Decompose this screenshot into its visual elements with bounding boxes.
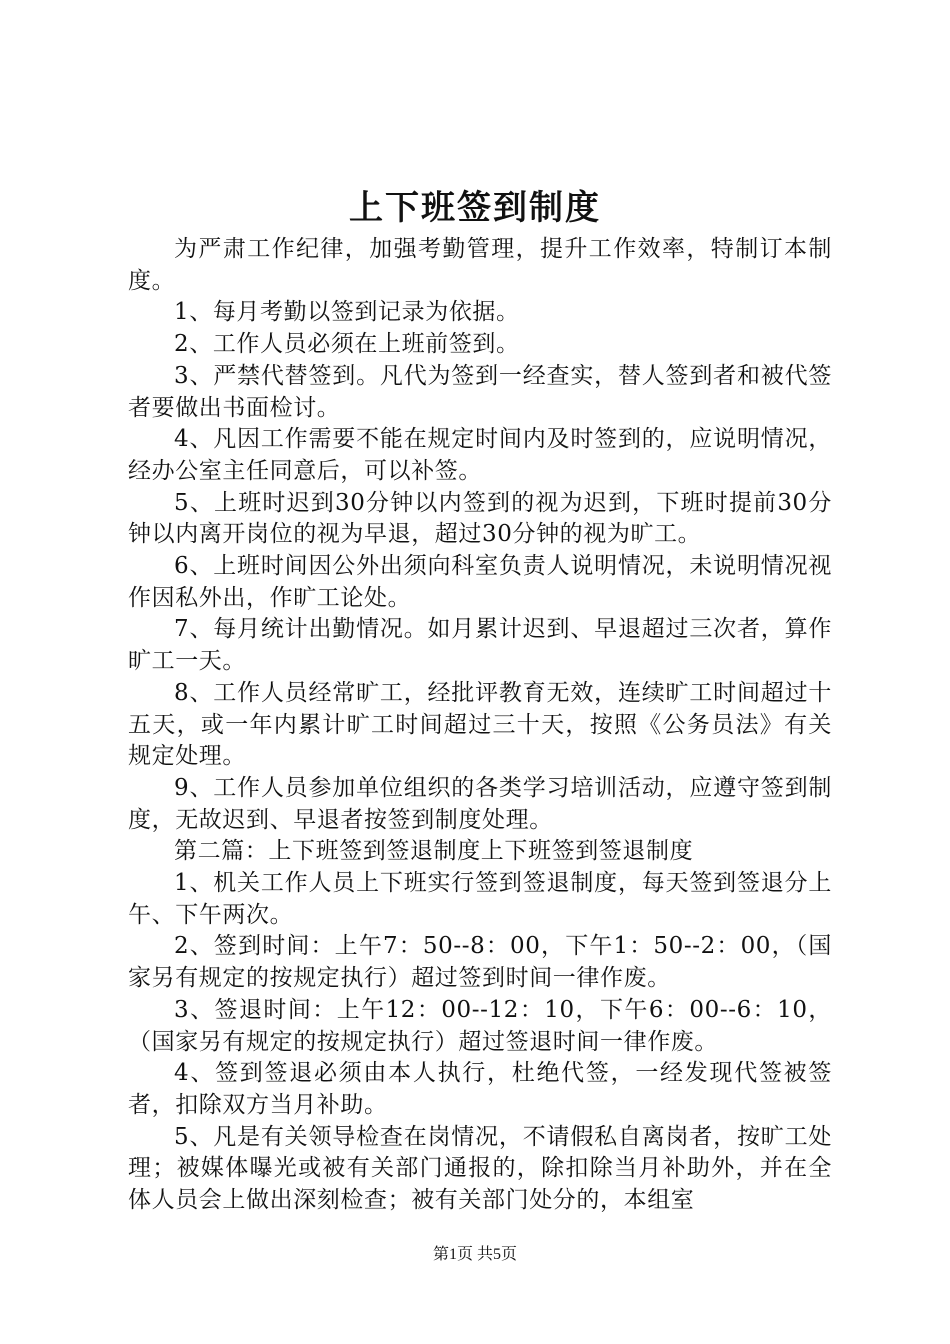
paragraph-item-5: 5、上班时迟到30分钟以内签到的视为迟到，下班时提前30分钟以内离开岗位的视为早退，超过30分钟的视为旷工。 — [128, 489, 832, 548]
paragraph-part2-item-1: 1、机关工作人员上下班实行签到签退制度，每天签到签退分上午、下午两次。 — [128, 870, 832, 928]
paragraph-item-3: 3、严禁代替签到。凡代为签到一经查实，替人签到者和被代签者要做出书面检讨。 — [128, 362, 832, 421]
paragraph-item-9: 9、工作人员参加单位组织的各类学习培训活动，应遵守签到制度，无故迟到、早退者按签到制度处理。 — [128, 774, 832, 833]
paragraph-part2-item-4: 4、签到签退必须由本人执行，杜绝代签，一经发现代签被签者，扣除双方当月补助。 — [128, 1060, 832, 1118]
section-heading-part-two: 第二篇：上下班签到签退制度上下班签到签退制度 — [174, 838, 694, 865]
paragraph-item-4: 4、凡因工作需要不能在规定时间内及时签到的，应说明情况，经办公室主任同意后，可以补签。 — [128, 426, 832, 484]
paragraph-item-6: 6、上班时间因公外出须向科室负责人说明情况，未说明情况视作因私外出，作旷工论处。 — [128, 553, 832, 611]
paragraph-item-1: 1、每月考勤以签到记录为依据。 — [174, 299, 520, 326]
paragraph-part2-item-2: 2、签到时间：上午7：50--8：00，下午1：50--2：00，（国家另有规定的按规定执行）超过签到时间一律作废。 — [128, 933, 832, 992]
paragraph-item-8: 8、工作人员经常旷工，经批评教育无效，连续旷工时间超过十五天，或一年内累计旷工时间超过三十天，按照《公务员法》有关规定处理。 — [128, 679, 832, 770]
document-title: 上下班签到制度 — [349, 188, 601, 228]
paragraph-item-7: 7、每月统计出勤情况。如月累计迟到、早退超过三次者，算作旷工一天。 — [128, 616, 832, 675]
document-body — [128, 234, 832, 1217]
paragraph-item-2: 2、工作人员必须在上班前签到。 — [174, 331, 520, 358]
paragraph-intro: 为严肃工作纪律，加强考勤管理，提升工作效率，特制订本制度。 — [128, 236, 832, 294]
page-footer: 第1页 共5页 — [432, 1246, 517, 1263]
paragraph-part2-item-3: 3、签退时间：上午12：00--12：10，下午6：00--6：10，（国家另有规定的按规定执行）超过签退时间一律作废。 — [128, 996, 832, 1055]
paragraph-part2-item-5: 5、凡是有关领导检查在岗情况，不请假私自离岗者，按旷工处理；被媒体曝光或被有关部门通报的，除扣除当月补助外，并在全体人员会上做出深刻检查；被有关部门处分的，本组室 — [128, 1123, 832, 1214]
